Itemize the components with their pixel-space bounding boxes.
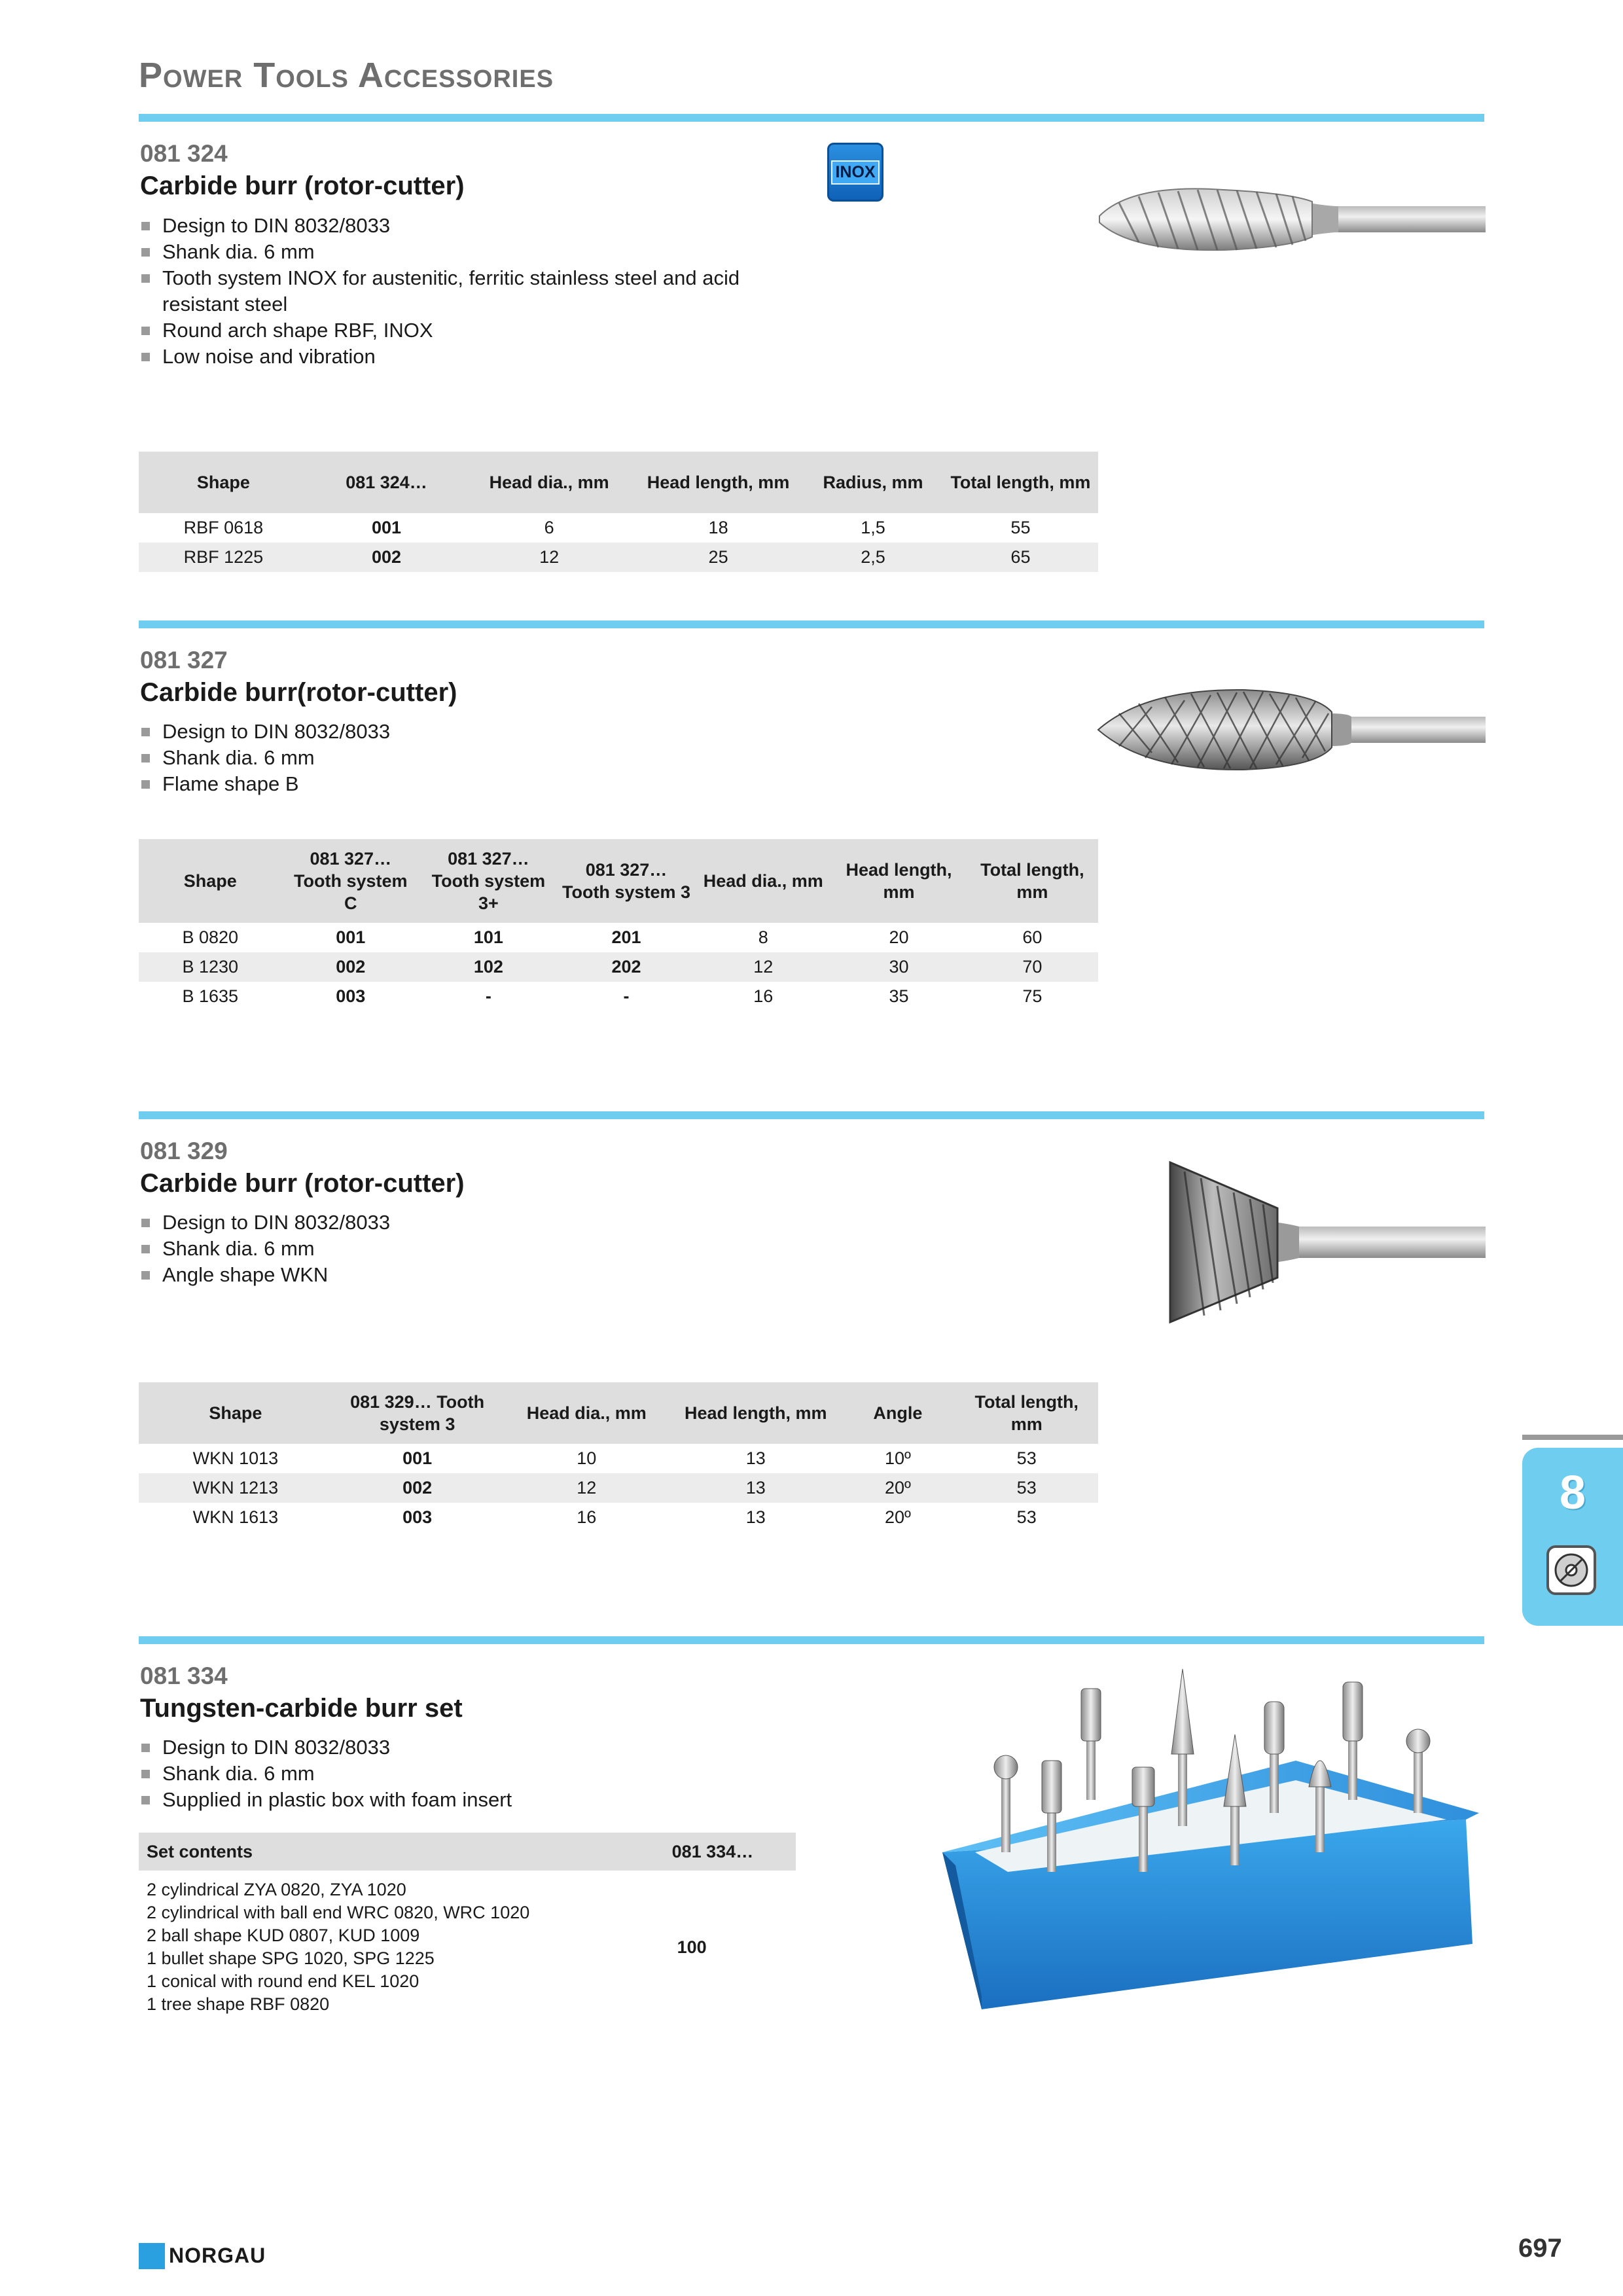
table-cell: 002 xyxy=(281,952,419,982)
table-cell: 002 xyxy=(308,543,465,572)
col-header: Shape xyxy=(139,1382,332,1444)
set-contents-table xyxy=(139,1833,796,2024)
feature-item: Low noise and vibration xyxy=(140,344,801,370)
table-row xyxy=(139,923,1098,952)
table-cell: 55 xyxy=(1010,518,1031,537)
col-header: Head dia., mm xyxy=(502,1382,671,1444)
product-title: Carbide burr (rotor-cutter) xyxy=(140,171,465,200)
table-cell: 201 xyxy=(611,927,641,947)
table-cell: RBF 1225 xyxy=(139,543,308,572)
page-number: 697 xyxy=(1518,2234,1562,2263)
feature-item: Shank dia. 6 mm xyxy=(140,1236,801,1262)
page-title: Power Tools Accessories xyxy=(139,56,554,95)
table-cell: RBF 0618 xyxy=(183,518,264,537)
table-cell: B 1230 xyxy=(139,952,281,982)
table-row xyxy=(139,1503,1098,1532)
table-cell: 60 xyxy=(1022,927,1043,947)
table-cell: 6 xyxy=(544,518,554,537)
feature-list xyxy=(140,1734,801,1813)
burr-set-box-image xyxy=(929,1656,1492,2022)
section-rule xyxy=(139,1111,1484,1119)
col-header: Head dia., mm xyxy=(695,839,831,923)
table-cell: 25 xyxy=(633,543,803,572)
col-header: Head dia., mm xyxy=(465,452,633,513)
feature-item: Shank dia. 6 mm xyxy=(140,239,801,265)
table-row xyxy=(139,513,1098,543)
feature-item: Shank dia. 6 mm xyxy=(140,745,801,771)
table-cell: 12 xyxy=(465,543,633,572)
col-header: 081 324… xyxy=(308,452,465,513)
table-cell: WKN 1013 xyxy=(192,1448,279,1468)
table-cell: 003 xyxy=(402,1507,433,1527)
col-header: Head length, mm xyxy=(831,839,967,923)
feature-item: Angle shape WKN xyxy=(140,1262,801,1288)
table-cell: 002 xyxy=(332,1473,503,1503)
table-cell: 102 xyxy=(419,952,558,982)
feature-item: Flame shape B xyxy=(140,771,801,797)
table-cell: 12 xyxy=(502,1473,671,1503)
table-row xyxy=(139,1444,1098,1473)
table-cell: WKN 1613 xyxy=(192,1507,279,1527)
table-cell: 8 xyxy=(758,927,768,947)
list-item: 2 ball shape KUD 0807, KUD 1009 xyxy=(147,1926,420,1945)
col-header: Angle xyxy=(840,1382,955,1444)
spec-table xyxy=(139,452,1098,572)
inox-badge-label: INOX xyxy=(831,160,879,185)
table-cell: 75 xyxy=(1022,986,1043,1006)
table-cell: 003 xyxy=(336,986,366,1006)
round-arch-burr-image xyxy=(1093,177,1486,262)
feature-item: Tooth system INOX for austenitic, ferritic stainless steel and acid resistant steel xyxy=(140,265,801,317)
col-header: Total length, mm xyxy=(967,839,1098,923)
table-cell: B 0820 xyxy=(182,927,239,947)
table-cell: 53 xyxy=(955,1473,1098,1503)
feature-item: Shank dia. 6 mm xyxy=(140,1761,801,1787)
table-cell: WKN 1213 xyxy=(139,1473,332,1503)
col-header: Head length, mm xyxy=(633,452,803,513)
table-cell: 20º xyxy=(840,1473,955,1503)
col-header: Total length, mm xyxy=(955,1382,1098,1444)
set-contents-header: Set contents xyxy=(139,1833,664,1871)
table-cell: 35 xyxy=(889,986,909,1006)
table-cell: - xyxy=(485,986,491,1006)
table-cell: 70 xyxy=(967,952,1098,982)
table-cell: 16 xyxy=(577,1507,597,1527)
table-cell: 13 xyxy=(671,1473,840,1503)
grinding-disc-icon xyxy=(1546,1545,1597,1596)
list-item: 1 conical with round end KEL 1020 xyxy=(147,1971,419,1991)
col-header: 081 327… Tooth system 3+ xyxy=(419,839,558,923)
list-item: 2 cylindrical with ball end WRC 0820, WRC 1020 xyxy=(147,1903,530,1922)
table-cell: 13 xyxy=(745,1448,766,1468)
list-item: 2 cylindrical ZYA 0820, ZYA 1020 xyxy=(147,1880,406,1899)
spec-table xyxy=(139,1382,1098,1532)
table-cell: - xyxy=(623,986,630,1006)
table-cell: 001 xyxy=(371,518,402,537)
table-cell: 10 xyxy=(577,1448,597,1468)
set-code-header: 081 334… xyxy=(664,1833,796,1871)
feature-list xyxy=(140,719,801,797)
table-cell: 20 xyxy=(889,927,909,947)
table-cell: 18 xyxy=(708,518,728,537)
table-row xyxy=(139,952,1098,982)
list-item: 1 tree shape RBF 0820 xyxy=(147,1994,330,2014)
table-cell: 65 xyxy=(943,543,1098,572)
table-cell: B 1635 xyxy=(182,986,239,1006)
table-row xyxy=(139,1473,1098,1503)
spec-table xyxy=(139,839,1098,1011)
table-cell: 13 xyxy=(745,1507,766,1527)
table-cell: 53 xyxy=(1016,1507,1037,1527)
col-header: Radius, mm xyxy=(803,452,943,513)
table-cell: 1,5 xyxy=(861,518,885,537)
table-cell: 53 xyxy=(1016,1448,1037,1468)
chapter-number: 8 xyxy=(1559,1467,1586,1519)
feature-list xyxy=(140,1210,801,1288)
table-row xyxy=(139,982,1098,1011)
set-contents-list xyxy=(139,1871,664,2024)
product-title: Carbide burr (rotor-cutter) xyxy=(140,1169,465,1198)
col-header: 081 327… Tooth system 3 xyxy=(558,839,696,923)
col-header: Shape xyxy=(139,839,281,923)
feature-item: Round arch shape RBF, INOX xyxy=(140,317,801,344)
table-cell: 30 xyxy=(831,952,967,982)
table-cell: 12 xyxy=(695,952,831,982)
table-cell: 10º xyxy=(884,1448,911,1468)
section-rule xyxy=(139,1636,1484,1644)
col-header: Shape xyxy=(139,452,308,513)
section-rule xyxy=(139,620,1484,628)
brand-logo-mark xyxy=(139,2243,165,2269)
table-cell: 101 xyxy=(473,927,503,947)
feature-item: Design to DIN 8032/8033 xyxy=(140,719,801,745)
col-header: 081 329… Tooth system 3 xyxy=(332,1382,503,1444)
product-title: Tungsten-carbide burr set xyxy=(140,1694,463,1723)
set-code: 100 xyxy=(677,1937,707,1957)
table-cell: 20º xyxy=(884,1507,911,1527)
table-cell: 001 xyxy=(402,1448,433,1468)
product-code: 081 329 xyxy=(140,1138,228,1164)
feature-item: Design to DIN 8032/8033 xyxy=(140,1210,801,1236)
inox-badge xyxy=(827,143,883,202)
col-header: Total length, mm xyxy=(943,452,1098,513)
product-code: 081 324 xyxy=(140,140,228,167)
angle-burr-image xyxy=(1165,1158,1486,1329)
table-cell: 202 xyxy=(558,952,696,982)
table-cell: 2,5 xyxy=(803,543,943,572)
product-code: 081 327 xyxy=(140,647,228,673)
feature-item: Design to DIN 8032/8033 xyxy=(140,213,801,239)
product-code: 081 334 xyxy=(140,1662,228,1689)
table-row xyxy=(139,543,1098,572)
brand-logo-text: NORGAU xyxy=(169,2244,266,2267)
table-cell: 16 xyxy=(753,986,774,1006)
flame-burr-image xyxy=(1093,681,1486,779)
header-rule xyxy=(139,114,1484,122)
side-tab-divider xyxy=(1522,1435,1623,1440)
col-header: 081 327… Tooth system C xyxy=(281,839,419,923)
feature-item: Design to DIN 8032/8033 xyxy=(140,1734,801,1761)
product-title: Carbide burr(rotor-cutter) xyxy=(140,678,457,707)
col-header: Head length, mm xyxy=(671,1382,840,1444)
list-item: 1 bullet shape SPG 1020, SPG 1225 xyxy=(147,1948,435,1968)
feature-item: Supplied in plastic box with foam insert xyxy=(140,1787,801,1813)
table-cell: 001 xyxy=(336,927,366,947)
feature-list xyxy=(140,213,801,370)
